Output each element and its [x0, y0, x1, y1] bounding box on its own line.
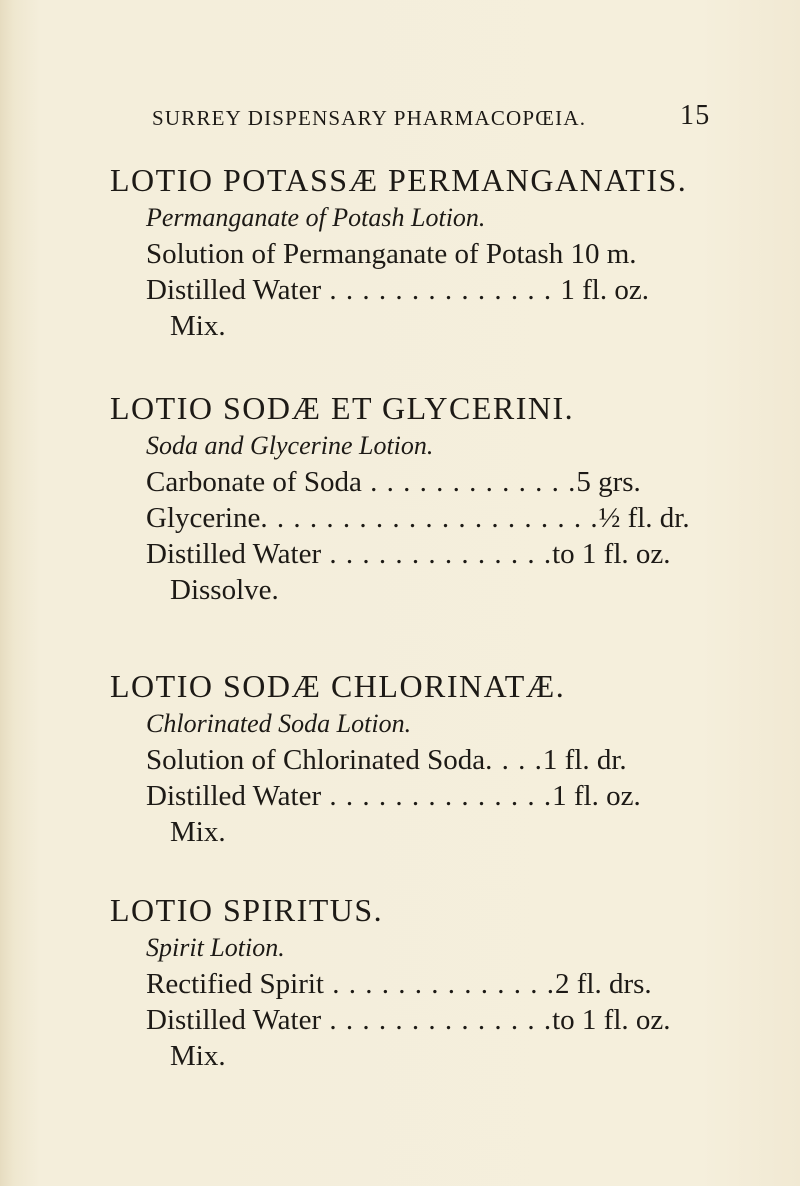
recipe-permanganate	[110, 160, 730, 344]
running-head	[152, 100, 712, 131]
ingredient-name: Glycerine	[146, 502, 261, 534]
leader-dots: . . . . . . . . . . . . . .	[321, 274, 561, 306]
leader-dots: . . . . . . . . . . . . .	[361, 466, 577, 498]
leader-dots: . . . . . . . . . . . . . .	[324, 968, 555, 1000]
recipe-subtitle: Chlorinated Soda Lotion.	[146, 709, 412, 738]
ingredient-name: Distilled Water	[146, 274, 322, 306]
page-number: 15	[680, 100, 711, 131]
ingredient-name: Distilled Water	[146, 538, 322, 570]
recipe-instruction: Mix.	[170, 310, 226, 342]
ingredient-line	[146, 742, 730, 778]
recipe-title: LOTIO SODÆ ET GLYCERINI.	[110, 390, 575, 426]
recipe-spirit	[110, 890, 730, 1074]
ingredient-name: Carbonate of Soda	[146, 466, 362, 498]
ingredient-line	[146, 536, 730, 572]
recipe-subtitle: Permanganate of Potash Lotion.	[146, 203, 486, 232]
ingredient-line	[146, 1002, 730, 1038]
ingredient-name: Solution of Chlorinated Soda	[146, 744, 486, 776]
ingredient-name: Solution of Permanganate of Potash 10 m.	[146, 238, 637, 270]
recipe-title: LOTIO POTASSÆ PERMANGANATIS.	[110, 162, 688, 198]
leader-dots: . . . . . . . . . . . . . .	[321, 538, 553, 570]
ingredient-line	[146, 464, 730, 500]
ingredient-line	[146, 500, 730, 536]
recipe-title: LOTIO SPIRITUS.	[110, 892, 384, 928]
ingredient-line	[146, 272, 730, 308]
leader-dots: . . . . . . . . . . . . . . . . . . . . .	[260, 502, 599, 534]
leader-dots: . . . .	[485, 744, 543, 776]
ingredient-amount: 5 grs.	[576, 466, 641, 498]
ingredient-amount: to 1 fl. oz.	[552, 1004, 671, 1036]
ingredient-line	[146, 236, 730, 272]
recipe-soda-glycerine	[110, 388, 730, 608]
recipe-chlorinated-soda	[110, 666, 730, 850]
ingredient-line	[146, 778, 730, 814]
ingredient-amount: 1 fl. dr.	[542, 744, 627, 776]
recipe-title: LOTIO SODÆ CHLORINATÆ.	[110, 668, 566, 704]
ingredient-amount: 1 fl. oz.	[560, 274, 649, 306]
running-head-title: SURREY DISPENSARY PHARMACOPŒIA.	[152, 106, 587, 130]
recipe-subtitle: Spirit Lotion.	[146, 933, 285, 962]
ingredient-amount: ½ fl. dr.	[598, 502, 690, 534]
leader-dots: . . . . . . . . . . . . . .	[321, 780, 553, 812]
ingredient-name: Distilled Water	[146, 780, 322, 812]
ingredient-amount: to 1 fl. oz.	[552, 538, 671, 570]
recipe-instruction: Dissolve.	[170, 574, 279, 606]
leader-dots: . . . . . . . . . . . . . .	[321, 1004, 553, 1036]
recipe-instruction: Mix.	[170, 1040, 226, 1072]
ingredient-line	[146, 966, 730, 1002]
recipe-instruction: Mix.	[170, 816, 226, 848]
recipe-subtitle: Soda and Glycerine Lotion.	[146, 431, 434, 460]
ingredient-name: Rectified Spirit	[146, 968, 324, 1000]
ingredient-amount: 1 fl. oz.	[552, 780, 641, 812]
ingredient-amount: 2 fl. drs.	[555, 968, 652, 1000]
ingredient-name: Distilled Water	[146, 1004, 322, 1036]
